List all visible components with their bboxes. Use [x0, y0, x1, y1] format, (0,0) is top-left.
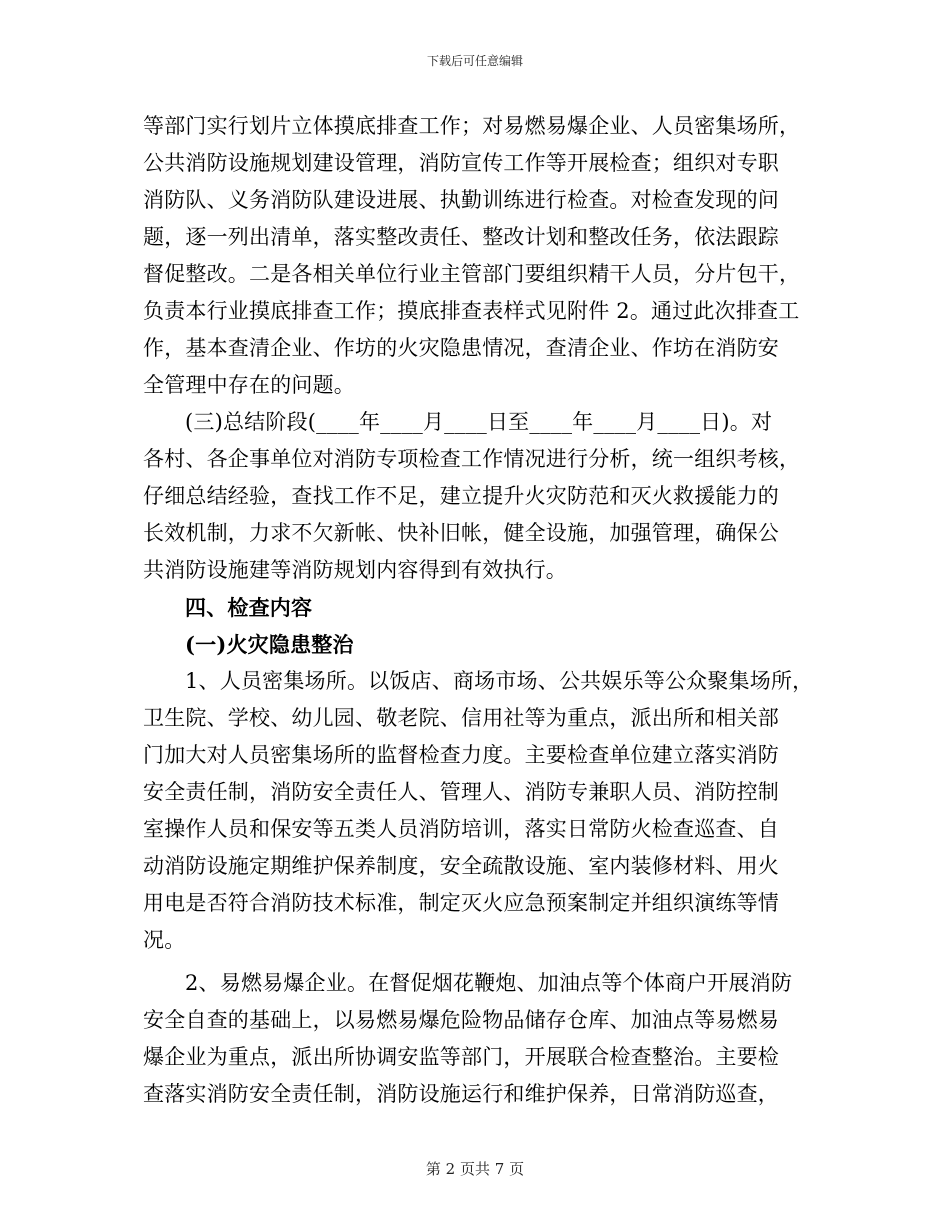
text-line: 用电是否符合消防技术标准，制定灭火应急预案制定并组织演练等情 — [143, 891, 779, 915]
text-line: 动消防设施定期维护保养制度，安全疏散设施、室内装修材料、用火 — [143, 854, 779, 878]
text-line: 安全责任制，消防安全责任人、管理人、消防专兼职人员、消防控制 — [143, 780, 779, 804]
text-line: 督促整改。二是各相关单位行业主管部门要组织精干人员，分片包干， — [143, 262, 801, 286]
document-body — [143, 108, 823, 1113]
text-line: 爆企业为重点，派出所协调安监等部门，开展联合检查整治。主要检 — [143, 1045, 779, 1069]
text-line: 作，基本查清企业、作坊的火灾隐患情况，查清企业、作坊在消防安 — [143, 336, 779, 360]
text-line: 消防队、义务消防队建设进展、执勤训练进行检查。对检查发现的问 — [143, 188, 779, 212]
text-line: 2、易燃易爆企业。在督促烟花鞭炮、加油点等个体商户开展消防 — [185, 971, 793, 995]
text-line: 等部门实行划片立体摸底排查工作；对易燃易爆企业、人员密集场所， — [143, 114, 801, 138]
text-line: 况。 — [143, 928, 186, 952]
page-header: 下载后可任意编辑 — [426, 54, 523, 68]
text-line: 仔细总结经验，查找工作不足，建立提升火灾防范和灭火救援能力的 — [143, 484, 779, 508]
text-line: 共消防设施建等消防规划内容得到有效执行。 — [143, 558, 567, 582]
text-line: 长效机制，力求不欠新帐、快补旧帐，健全设施，加强管理，确保公 — [143, 521, 779, 545]
text-line: 各村、各企事单位对消防专项检查工作情况进行分析，统一组织考核， — [143, 447, 801, 471]
text-line: 题，逐一列出清单，落实整改责任、整改计划和整改任务，依法跟踪 — [143, 225, 779, 249]
text-line: 门加大对人员密集场所的监督检查力度。主要检查单位建立落实消防 — [143, 743, 779, 767]
text-line: 查落实消防安全责任制，消防设施运行和维护保养，日常消防巡查， — [143, 1082, 779, 1106]
page-footer: 第 2 页共 7 页 — [425, 1160, 525, 1178]
text-line: 全管理中存在的问题。 — [143, 373, 355, 397]
subsection-heading: (一)火灾隐患整治 — [185, 632, 354, 657]
text-line: 安全自查的基础上，以易燃易爆危险物品储存仓库、加油点等易燃易 — [143, 1008, 779, 1032]
section-heading: 四、检查内容 — [185, 595, 313, 620]
text-line: 公共消防设施规划建设管理，消防宣传工作等开展检查；组织对专职 — [143, 151, 779, 175]
text-line: 1、人员密集场所。以饭店、商场市场、公共娱乐等公众聚集场所， — [185, 669, 814, 693]
text-line: 负责本行业摸底排查工作；摸底排查表样式见附件 2。通过此次排查工 — [143, 299, 800, 323]
text-line: (三)总结阶段(____年____月____日至____年____月____日)。对 — [185, 410, 773, 434]
text-line: 卫生院、学校、幼儿园、敬老院、信用社等为重点，派出所和相关部 — [143, 706, 779, 730]
text-line: 室操作人员和保安等五类人员消防培训，落实日常防火检查巡查、自 — [143, 817, 779, 841]
